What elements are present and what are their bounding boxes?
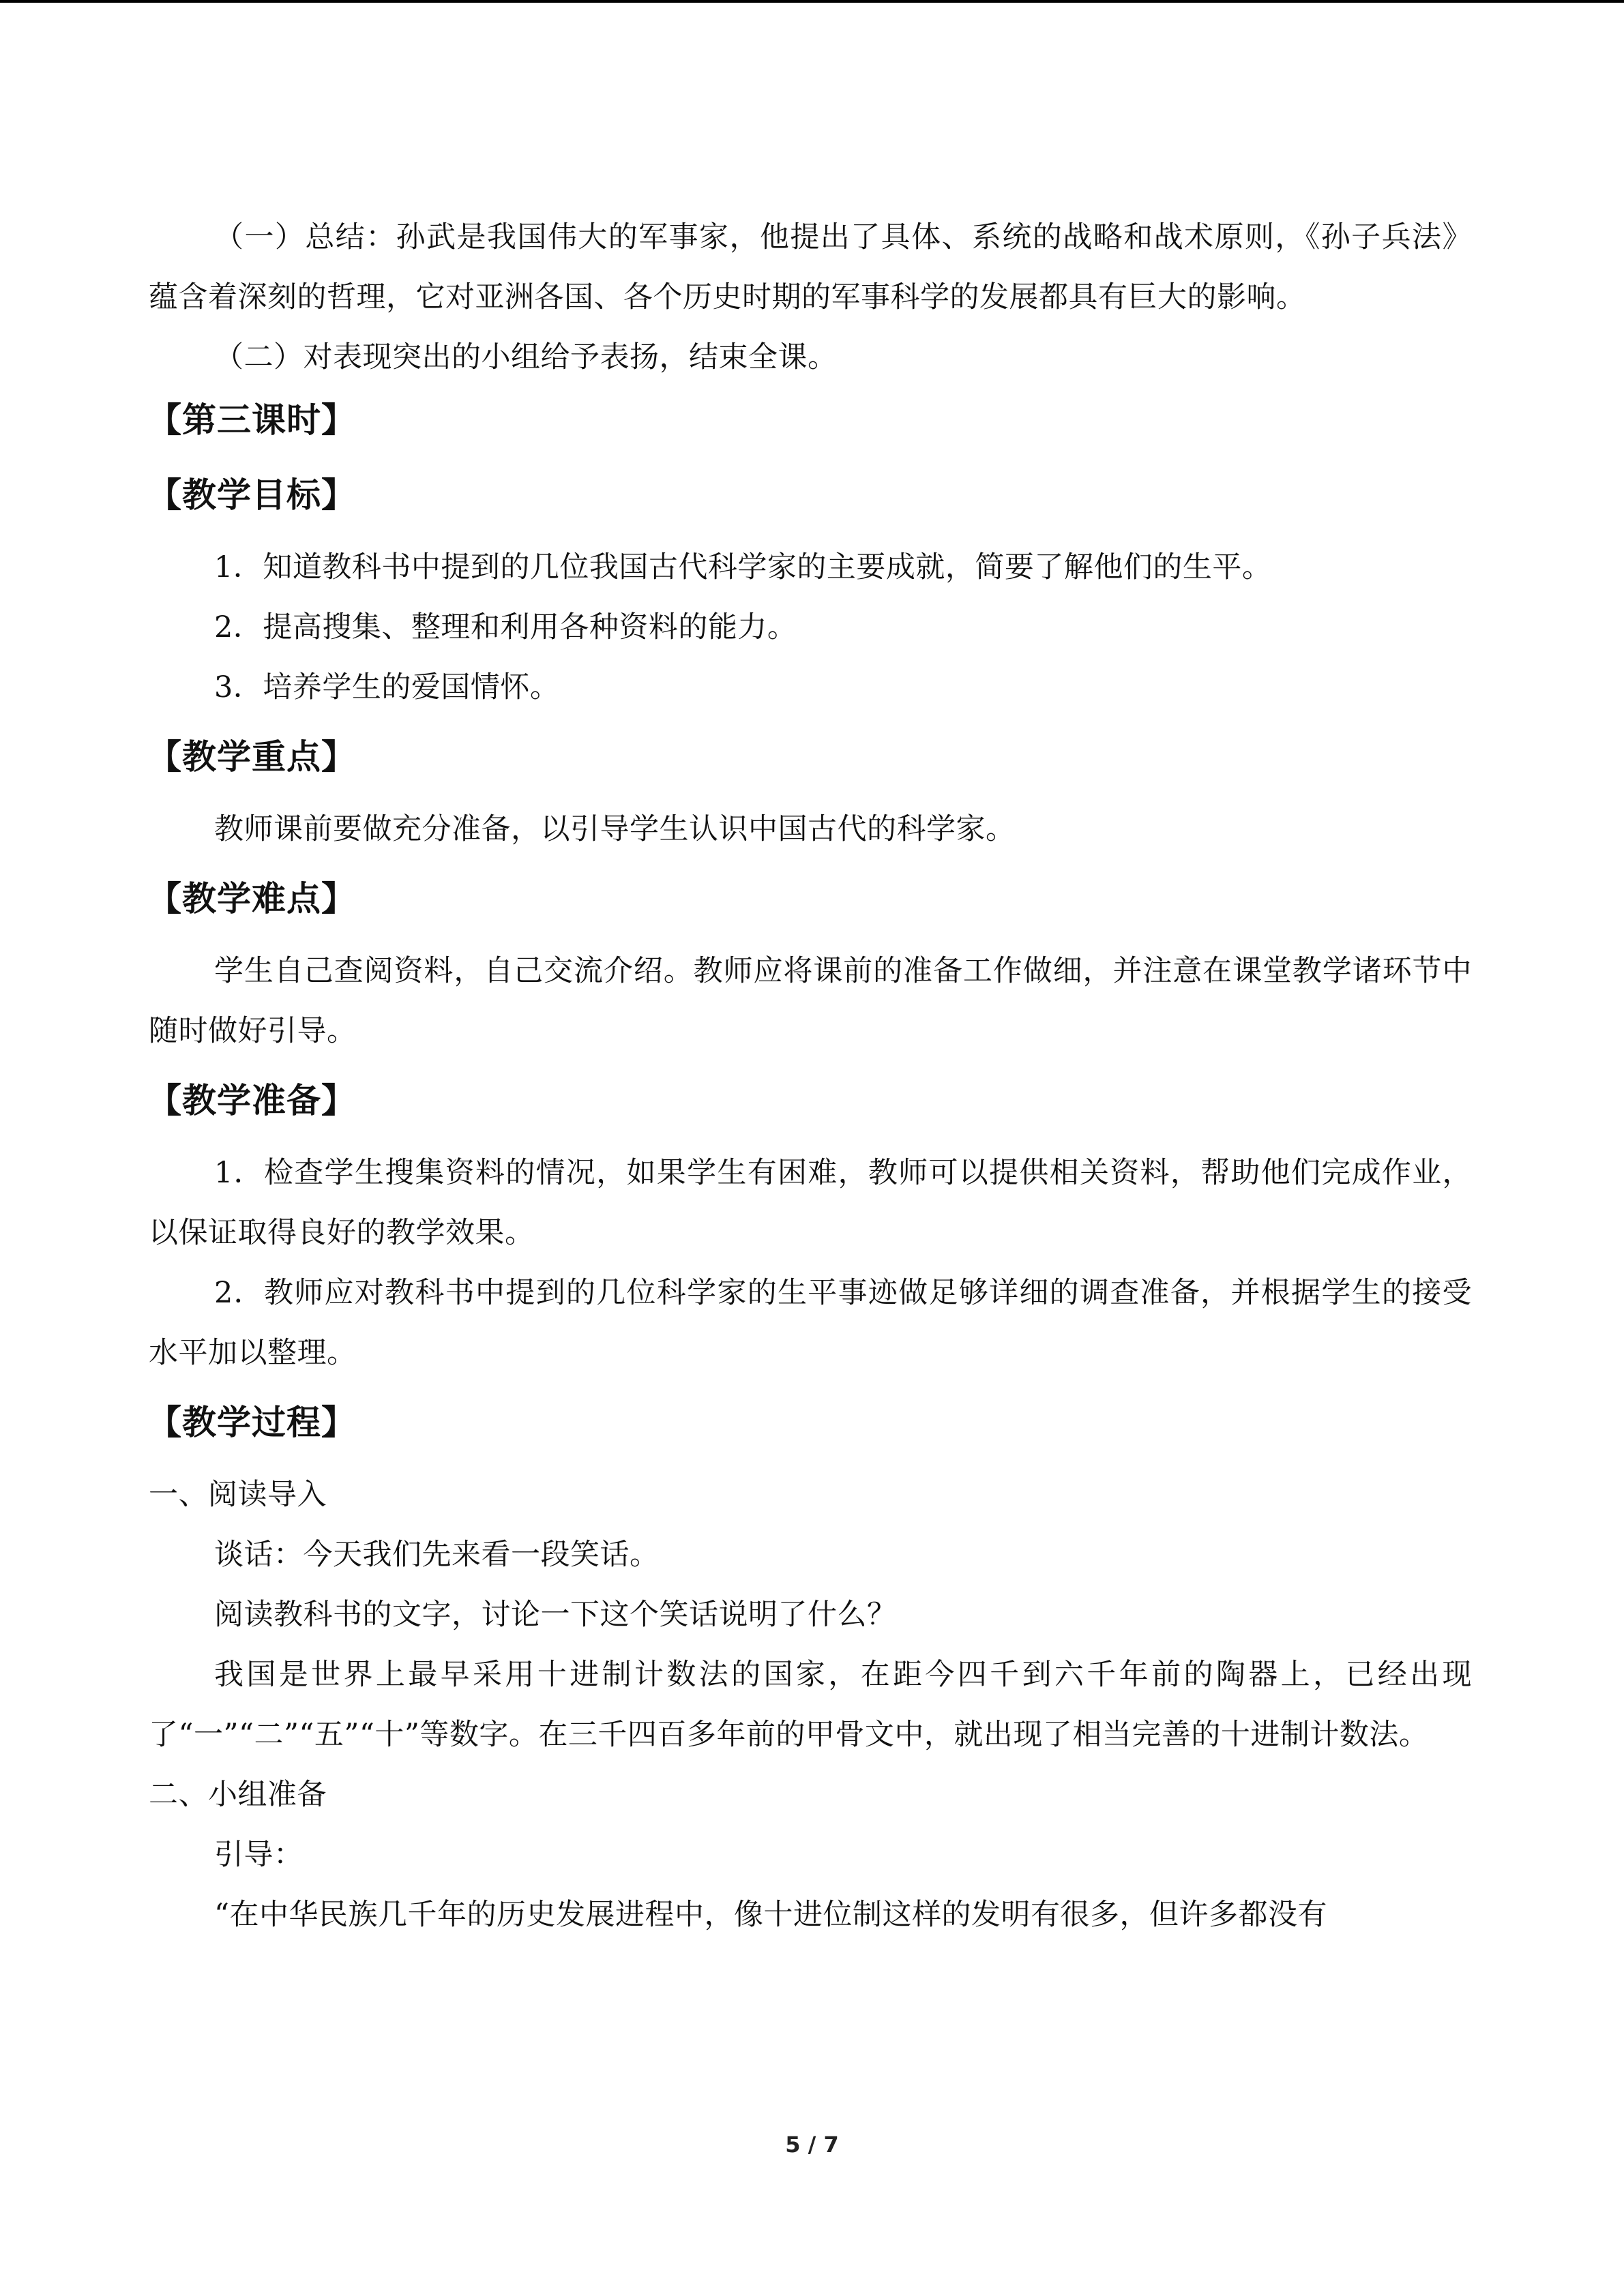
goal-item-3: 3．培养学生的爱国情怀。 <box>214 670 560 704</box>
document-body <box>149 207 1472 1945</box>
summary-paragraph-1: （一）总结：孙武是我国伟大的军事家，他提出了具体、系统的战略和战术原则，《孙子兵法》蕴含着深刻的哲理，它对亚洲各国、各个历史时期的军事科学的发展都具有巨大的影响。 <box>149 220 1472 314</box>
goal-item-1: 1．知道教科书中提到的几位我国古代科学家的主要成就，简要了解他们的生平。 <box>214 550 1272 584</box>
page-number: 5 / 7 <box>785 2132 839 2158</box>
process-step-2-guide-label: 引导： <box>214 1838 304 1872</box>
top-border-line <box>0 0 1624 3</box>
process-step-2-title: 二、小组准备 <box>149 1778 327 1812</box>
process-step-1-talk: 谈话：今天我们先来看一段笑话。 <box>214 1538 660 1572</box>
process-step-2-quote: “在中华民族几千年的历史发展进程中，像十进位制这样的发明有很多，但许多都没有 <box>214 1898 1327 1932</box>
section-heading-process: 【教学过程】 <box>147 1403 356 1442</box>
section-heading-preparation: 【教学准备】 <box>147 1081 356 1120</box>
key-points-paragraph: 教师课前要做充分准备，以引导学生认识中国古代的科学家。 <box>214 812 1016 846</box>
summary-paragraph-2: （二）对表现突出的小组给予表扬，结束全课。 <box>214 340 838 374</box>
process-step-1-read: 阅读教科书的文字，讨论一下这个笑话说明了什么？ <box>214 1598 897 1632</box>
difficulties-paragraph: 学生自己查阅资料，自己交流介绍。教师应将课前的准备工作做细，并注意在课堂教学诸环节中随时做好引导。 <box>149 954 1472 1048</box>
preparation-item-1: 1．检查学生搜集资料的情况，如果学生有困难，教师可以提供相关资料，帮助他们完成作业，以保证取得良好的教学效果。 <box>149 1156 1472 1250</box>
process-step-1-decimal: 我国是世界上最早采用十进制计数法的国家，在距今四千到六千年前的陶器上，已经出现了“一”“二”“五”“十”等数字。在三千四百多年前的甲骨文中，就出现了相当完善的十进制计数法。 <box>149 1658 1472 1752</box>
goal-item-2: 2．提高搜集、整理和利用各种资料的能力。 <box>214 610 797 644</box>
process-step-1-title: 一、阅读导入 <box>149 1478 327 1512</box>
section-heading-teaching-goals: 【教学目标】 <box>147 475 356 515</box>
section-heading-difficulties: 【教学难点】 <box>147 879 356 919</box>
section-heading-key-points: 【教学重点】 <box>147 737 356 777</box>
preparation-item-2: 2．教师应对教科书中提到的几位科学家的生平事迹做足够详细的调查准备，并根据学生的接受水平加以整理。 <box>149 1276 1472 1370</box>
section-heading-third-lesson: 【第三课时】 <box>147 400 356 440</box>
